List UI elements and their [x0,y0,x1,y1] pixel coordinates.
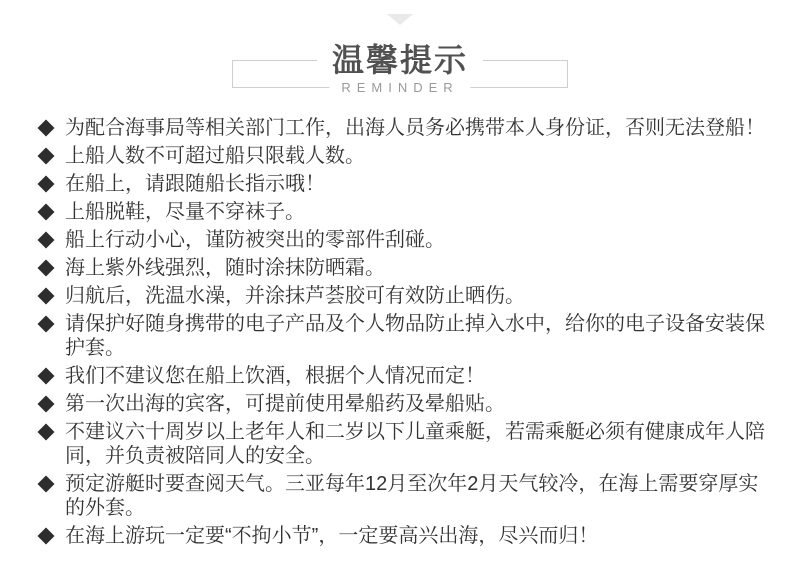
notice-item [38,172,775,196]
notice-item [38,312,775,360]
diamond-bullet-icon [38,176,55,193]
notice-text: 请保护好随身携带的电子产品及个人物品防止掉入水中，给你的电子设备安装保护套。 [65,313,765,359]
triangle-down-icon [387,14,413,25]
diamond-bullet-icon [38,260,55,277]
notice-item [38,364,775,388]
notice-item [38,284,775,308]
notice-item [38,420,775,468]
notice-text: 预定游艇时要查阅天气。三亚每年12月至次年2月天气较冷，在海上需要穿厚实的外套。 [65,473,759,519]
diamond-bullet-icon [38,232,55,249]
diamond-bullet-icon [38,476,55,493]
notice-item [38,472,775,520]
diamond-bullet-icon [38,528,55,545]
notice-text: 第一次出海的宾客，可提前使用晕船药及晕船贴。 [65,393,505,415]
diamond-bullet-icon [38,396,55,413]
notice-text: 海上紫外线强烈，随时涂抹防晒霜。 [65,257,385,279]
notice-item [38,392,775,416]
diamond-bullet-icon [38,368,55,385]
reminder-notice-panel [0,14,800,583]
notice-text: 上船脱鞋，尽量不穿袜子。 [65,201,305,223]
notice-item [38,144,775,168]
notice-item [38,116,775,140]
notice-text: 在海上游玩一定要“不拘小节”，一定要高兴出海，尽兴而归！ [65,525,599,547]
notice-list [38,116,775,548]
notice-text: 船上行动小心，谨防被突出的零部件刮碰。 [65,229,445,251]
notice-text: 我们不建议您在船上饮酒，根据个人情况而定！ [65,365,485,387]
section-header [232,42,568,95]
diamond-bullet-icon [38,204,55,221]
diamond-bullet-icon [38,120,55,137]
diamond-bullet-icon [38,424,55,441]
notice-item [38,200,775,224]
notice-text: 上船人数不可超过船只限载人数。 [65,145,365,167]
notice-item [38,228,775,252]
notice-item [38,256,775,280]
diamond-bullet-icon [38,316,55,333]
notice-text: 归航后，洗温水澡，并涂抹芦荟胶可有效防止晒伤。 [65,285,525,307]
diamond-bullet-icon [38,148,55,165]
notice-text: 不建议六十周岁以上老年人和二岁以下儿童乘艇，若需乘艇必须有健康成年人陪同，并负责被陪同人的安全。 [65,421,765,467]
notice-text: 为配合海事局等相关部门工作，出海人员务必携带本人身份证，否则无法登船！ [65,117,765,139]
diamond-bullet-icon [38,288,55,305]
section-title: 温馨提示 [317,43,483,77]
notice-text: 在船上，请跟随船长指示哦！ [65,173,325,195]
section-subtitle: REMINDER [329,80,470,95]
notice-item [38,524,775,548]
